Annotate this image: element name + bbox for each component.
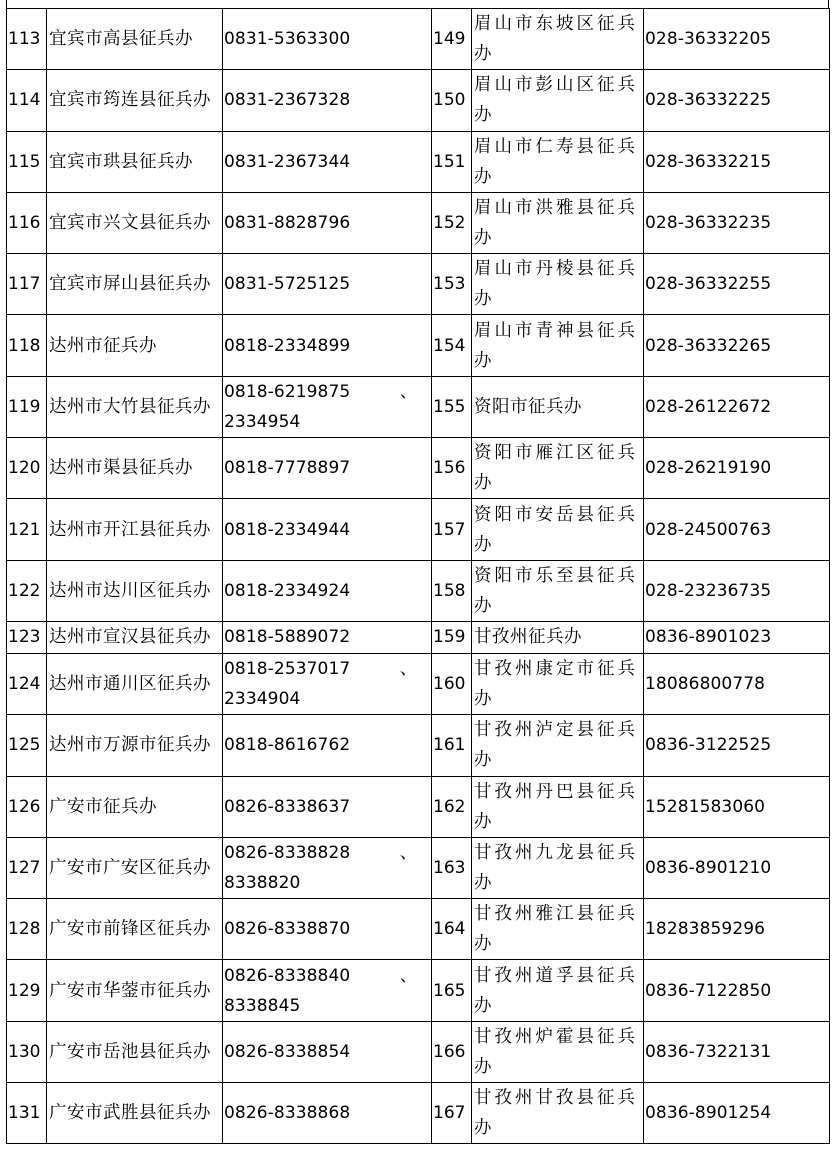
table-row	[7, 1083, 830, 1144]
phone-separator: 、	[399, 659, 417, 680]
right-phone-cell: 0836-3122525	[644, 715, 830, 776]
phone-line-1	[224, 654, 431, 684]
left-index-cell: 114	[7, 70, 47, 131]
left-office-name-cell: 达州市宣汉县征兵办	[47, 621, 223, 653]
right-phone-cell: 18283859296	[644, 899, 830, 960]
phone-number-secondary: 8338845	[224, 995, 301, 1016]
multi-phone-group	[224, 377, 431, 437]
right-phone-cell: 028-36332225	[644, 70, 830, 131]
left-phone-cell: 0826-8338854	[223, 1021, 432, 1082]
left-office-name-cell: 达州市征兵办	[47, 315, 223, 376]
left-phone-cell	[223, 376, 432, 437]
left-index-cell: 118	[7, 315, 47, 376]
right-office-name-cell: 甘孜州康定市征兵办	[472, 653, 644, 714]
right-phone-cell: 18086800778	[644, 653, 830, 714]
left-phone-cell: 0818-2334924	[223, 560, 432, 621]
left-phone-cell: 0826-8338637	[223, 776, 432, 837]
right-phone-cell: 028-23236735	[644, 560, 830, 621]
right-office-name-cell: 资阳市雁江区征兵办	[472, 438, 644, 499]
right-phone-cell: 15281583060	[644, 776, 830, 837]
left-index-cell: 121	[7, 499, 47, 560]
left-phone-cell: 0831-5363300	[223, 9, 432, 70]
left-index-cell: 123	[7, 621, 47, 653]
right-index-cell: 161	[432, 715, 472, 776]
right-office-name-cell: 眉山市仁寿县征兵办	[472, 131, 644, 192]
left-office-name-cell: 广安市广安区征兵办	[47, 837, 223, 898]
left-index-cell: 124	[7, 653, 47, 714]
right-phone-cell: 028-36332255	[644, 254, 830, 315]
right-index-cell: 165	[432, 960, 472, 1021]
left-index-cell: 115	[7, 131, 47, 192]
right-index-cell: 157	[432, 499, 472, 560]
right-office-name-cell: 眉山市丹棱县征兵办	[472, 254, 644, 315]
right-index-cell: 163	[432, 837, 472, 898]
table-row	[7, 837, 830, 898]
right-index-cell: 156	[432, 438, 472, 499]
right-index-cell: 167	[432, 1083, 472, 1144]
multi-phone-group	[224, 654, 431, 714]
right-phone-cell: 028-36332205	[644, 9, 830, 70]
right-phone-cell: 0836-7322131	[644, 1021, 830, 1082]
right-index-cell: 160	[432, 653, 472, 714]
right-phone-cell: 028-26122672	[644, 376, 830, 437]
phone-number-primary: 0826-8338840	[224, 965, 351, 986]
right-office-name-cell: 甘孜州泸定县征兵办	[472, 715, 644, 776]
table-row	[7, 776, 830, 837]
right-index-cell: 158	[432, 560, 472, 621]
right-index-cell: 164	[432, 899, 472, 960]
left-office-name-cell: 广安市征兵办	[47, 776, 223, 837]
left-index-cell: 120	[7, 438, 47, 499]
right-office-name-cell: 资阳市安岳县征兵办	[472, 499, 644, 560]
left-phone-cell: 0818-7778897	[223, 438, 432, 499]
left-index-cell: 128	[7, 899, 47, 960]
left-phone-cell: 0826-8338870	[223, 899, 432, 960]
right-index-cell: 154	[432, 315, 472, 376]
left-phone-cell: 0831-8828796	[223, 192, 432, 253]
phone-separator: 、	[399, 843, 417, 863]
left-phone-cell	[223, 653, 432, 714]
left-office-name-cell: 达州市通川区征兵办	[47, 653, 223, 714]
right-index-cell: 166	[432, 1021, 472, 1082]
phone-number-secondary: 8338820	[224, 873, 301, 893]
left-index-cell: 125	[7, 715, 47, 776]
left-office-name-cell: 宜宾市高县征兵办	[47, 9, 223, 70]
table-row	[7, 960, 830, 1021]
right-index-cell: 162	[432, 776, 472, 837]
table-row	[7, 9, 830, 70]
left-office-name-cell: 宜宾市珙县征兵办	[47, 131, 223, 192]
phone-line-1	[224, 961, 431, 991]
left-index-cell: 130	[7, 1021, 47, 1082]
left-office-name-cell: 广安市武胜县征兵办	[47, 1083, 223, 1144]
left-index-cell: 116	[7, 192, 47, 253]
table-row	[7, 653, 830, 714]
right-office-name-cell: 甘孜州雅江县征兵办	[472, 899, 644, 960]
multi-phone-group	[224, 838, 431, 898]
table-row	[7, 315, 830, 376]
left-phone-cell: 0818-8616762	[223, 715, 432, 776]
recruitment-office-table	[6, 8, 830, 1144]
left-phone-cell	[223, 960, 432, 1021]
left-index-cell: 117	[7, 254, 47, 315]
left-office-name-cell: 达州市大竹县征兵办	[47, 376, 223, 437]
table-top-frame	[6, 0, 829, 8]
left-phone-cell: 0831-2367344	[223, 131, 432, 192]
phone-number-primary: 0818-2537017	[224, 659, 351, 680]
left-office-name-cell: 广安市前锋区征兵办	[47, 899, 223, 960]
phone-number-secondary: 2334954	[224, 411, 301, 432]
multi-phone-group	[224, 961, 431, 1021]
right-phone-cell: 0836-7122850	[644, 960, 830, 1021]
table-row	[7, 899, 830, 960]
right-office-name-cell: 资阳市乐至县征兵办	[472, 560, 644, 621]
right-office-name-cell: 眉山市洪雅县征兵办	[472, 192, 644, 253]
left-office-name-cell: 广安市岳池县征兵办	[47, 1021, 223, 1082]
left-phone-cell: 0818-2334899	[223, 315, 432, 376]
left-index-cell: 119	[7, 376, 47, 437]
right-index-cell: 152	[432, 192, 472, 253]
left-office-name-cell: 达州市万源市征兵办	[47, 715, 223, 776]
left-phone-cell: 0826-8338868	[223, 1083, 432, 1144]
table-row	[7, 1021, 830, 1082]
left-phone-cell: 0831-2367328	[223, 70, 432, 131]
left-office-name-cell: 宜宾市屏山县征兵办	[47, 254, 223, 315]
left-office-name-cell: 达州市达川区征兵办	[47, 560, 223, 621]
phone-separator: 、	[399, 381, 417, 402]
left-phone-cell: 0818-5889072	[223, 621, 432, 653]
left-phone-cell	[223, 837, 432, 898]
right-phone-cell: 028-26219190	[644, 438, 830, 499]
right-office-name-cell: 眉山市东坡区征兵办	[472, 9, 644, 70]
left-office-name-cell: 广安市华蓥市征兵办	[47, 960, 223, 1021]
table-row	[7, 70, 830, 131]
table-body	[7, 9, 830, 1144]
table-row	[7, 192, 830, 253]
phone-line-1	[224, 838, 431, 868]
left-index-cell: 122	[7, 560, 47, 621]
phone-separator: 、	[399, 965, 417, 986]
left-phone-cell: 0818-2334944	[223, 499, 432, 560]
right-phone-cell: 0836-8901023	[644, 621, 830, 653]
right-office-name-cell: 甘孜州甘孜县征兵办	[472, 1083, 644, 1144]
left-office-name-cell: 宜宾市兴文县征兵办	[47, 192, 223, 253]
table-row	[7, 438, 830, 499]
right-phone-cell: 0836-8901210	[644, 837, 830, 898]
left-office-name-cell: 达州市渠县征兵办	[47, 438, 223, 499]
left-index-cell: 126	[7, 776, 47, 837]
left-index-cell: 127	[7, 837, 47, 898]
right-phone-cell: 028-36332235	[644, 192, 830, 253]
table-row	[7, 715, 830, 776]
table-row	[7, 560, 830, 621]
right-index-cell: 155	[432, 376, 472, 437]
right-index-cell: 159	[432, 621, 472, 653]
right-index-cell: 153	[432, 254, 472, 315]
table-row	[7, 131, 830, 192]
left-index-cell: 131	[7, 1083, 47, 1144]
right-office-name-cell: 资阳市征兵办	[472, 376, 644, 437]
left-office-name-cell: 宜宾市筠连县征兵办	[47, 70, 223, 131]
right-phone-cell: 028-36332215	[644, 131, 830, 192]
phone-number-primary: 0818-6219875	[224, 381, 351, 402]
right-office-name-cell: 甘孜州九龙县征兵办	[472, 837, 644, 898]
right-office-name-cell: 甘孜州道孚县征兵办	[472, 960, 644, 1021]
right-phone-cell: 028-24500763	[644, 499, 830, 560]
table-row	[7, 376, 830, 437]
right-index-cell: 151	[432, 131, 472, 192]
phone-number-secondary: 2334904	[224, 689, 301, 710]
right-office-name-cell: 甘孜州征兵办	[472, 621, 644, 653]
left-phone-cell: 0831-5725125	[223, 254, 432, 315]
right-index-cell: 150	[432, 70, 472, 131]
table-row	[7, 499, 830, 560]
right-phone-cell: 028-36332265	[644, 315, 830, 376]
left-index-cell: 129	[7, 960, 47, 1021]
left-office-name-cell: 达州市开江县征兵办	[47, 499, 223, 560]
right-office-name-cell: 甘孜州丹巴县征兵办	[472, 776, 644, 837]
table-row	[7, 621, 830, 653]
right-office-name-cell: 甘孜州炉霍县征兵办	[472, 1021, 644, 1082]
phone-number-primary: 0826-8338828	[224, 843, 351, 863]
right-phone-cell: 0836-8901254	[644, 1083, 830, 1144]
right-office-name-cell: 眉山市青神县征兵办	[472, 315, 644, 376]
right-office-name-cell: 眉山市彭山区征兵办	[472, 70, 644, 131]
right-index-cell: 149	[432, 9, 472, 70]
phone-line-1	[224, 377, 431, 407]
left-index-cell: 113	[7, 9, 47, 70]
table-row	[7, 254, 830, 315]
